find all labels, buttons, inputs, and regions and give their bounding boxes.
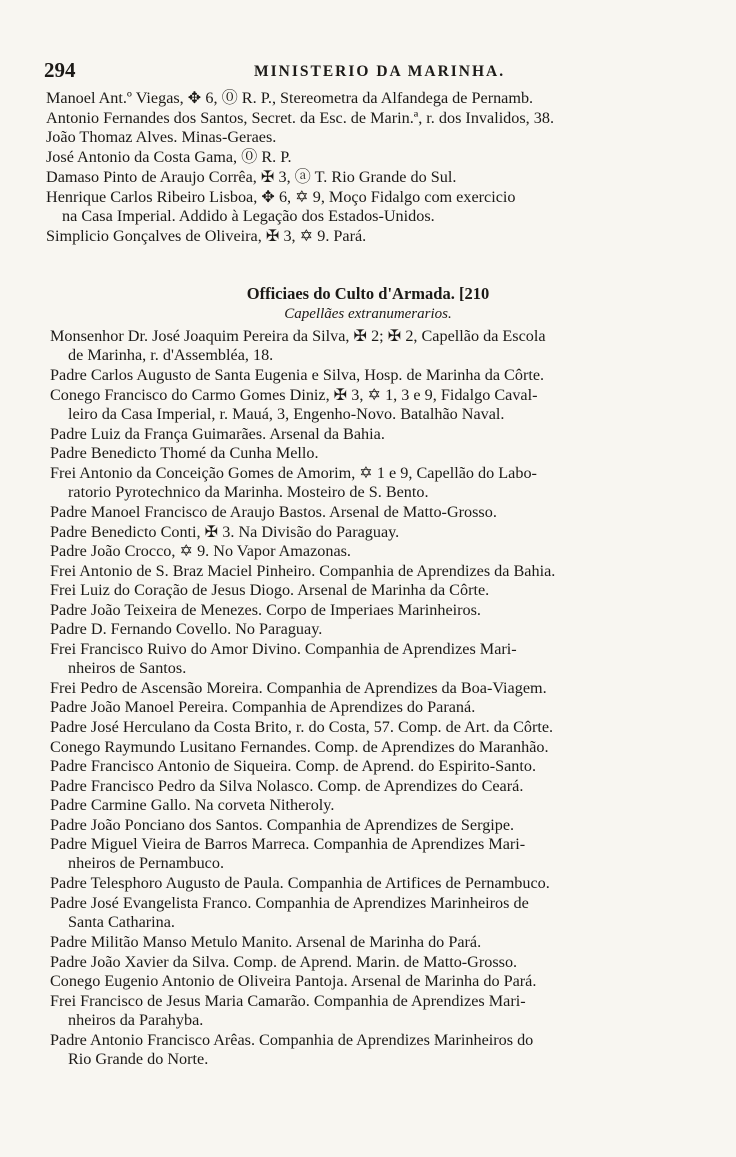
entry	[0, 796, 736, 815]
entry	[0, 835, 736, 873]
entry-continuation: nheiros de Santos.	[68, 658, 187, 677]
entry	[0, 128, 736, 147]
entry	[0, 816, 736, 835]
entry	[0, 992, 736, 1030]
entry-line: Padre Francisco Pedro da Silva Nolasco. Comp. de Aprendizes do Ceará.	[50, 776, 524, 795]
entry	[0, 188, 736, 226]
entry	[0, 972, 736, 991]
entry-continuation: de Marinha, r. d'Assembléa, 18.	[68, 346, 274, 364]
entry-line: Frei Luiz do Coração de Jesus Diogo. Arsenal de Marinha da Côrte.	[50, 581, 490, 600]
entry-line: Conego Raymundo Lusitano Fernandes. Comp. de Aprendizes do Maranhão.	[50, 737, 549, 756]
entry	[0, 894, 736, 932]
entry-continuation: Rio Grande do Norte.	[68, 1049, 209, 1068]
entry	[0, 386, 736, 424]
entry	[0, 503, 736, 522]
entry-line: Damaso Pinto de Araujo Corrêa, ✠ 3, ⓐ T. Rio Grande do Sul.	[46, 167, 457, 186]
entry-continuation: ratorio Pyrotechnico da Marinha. Mosteiro de S. Bento.	[68, 482, 429, 501]
entry-line: Padre José Evangelista Franco. Companhia de Aprendizes Marinheiros de	[50, 893, 529, 912]
entry-line: Conego Francisco do Carmo Gomes Diniz, ✠ 3, ✡ 1, 3 e 9, Fidalgo Caval-	[50, 385, 538, 404]
entry-continuation: nheiros da Parahyba.	[68, 1010, 204, 1029]
entry	[0, 874, 736, 893]
entry	[0, 581, 736, 600]
entry	[0, 718, 736, 737]
entry-line: Padre Francisco Antonio de Siqueira. Comp. de Aprend. do Espirito-Santo.	[50, 757, 537, 776]
entry-line: Henrique Carlos Ribeiro Lisboa, ✥ 6, ✡ 9, Moço Fidalgo com exercicio	[46, 187, 516, 206]
entry	[0, 679, 736, 698]
entry-line: Padre Manoel Francisco de Araujo Bastos. Arsenal de Matto-Grosso.	[50, 502, 497, 521]
page-header	[44, 58, 700, 84]
section-subheading: Capellães extranumerarios.	[284, 306, 452, 322]
entry	[0, 425, 736, 444]
entry-line: Padre José Herculano da Costa Brito, r. do Costa, 57. Comp. de Art. da Côrte.	[50, 718, 554, 736]
entry	[0, 698, 736, 717]
entry-line: Padre João Xavier da Silva. Comp. de Aprend. Marin. de Matto-Grosso.	[50, 952, 518, 971]
entry-line: Padre Miguel Vieira de Barros Marreca. Companhia de Aprendizes Mari-	[50, 835, 526, 854]
entry-continuation: leiro da Casa Imperial, r. Mauá, 3, Engenho-Novo. Batalhão Naval.	[68, 404, 505, 423]
entry	[0, 953, 736, 972]
entry	[0, 366, 736, 385]
entry-line: Padre João Crocco, ✡ 9. No Vapor Amazonas.	[50, 542, 351, 561]
entry-line: Frei Antonio da Conceição Gomes de Amorim, ✡ 1 e 9, Capellão do Labo-	[50, 463, 537, 482]
entry-line: Padre Militão Manso Metulo Manito. Arsenal de Marinha do Pará.	[50, 933, 482, 952]
entry-line: Padre Luiz da França Guimarães. Arsenal da Bahia.	[50, 424, 385, 443]
entry-line: Padre Antonio Francisco Arêas. Companhia de Aprendizes Marinheiros do	[50, 1030, 534, 1049]
entry-line: Frei Antonio de S. Braz Maciel Pinheiro. Companhia de Aprendizes da Bahia.	[50, 561, 556, 580]
entry-line: Conego Eugenio Antonio de Oliveira Pantoja. Arsenal de Marinha do Pará.	[50, 972, 537, 991]
entry	[0, 168, 736, 187]
entry-continuation: na Casa Imperial. Addido à Legação dos Estados-Unidos.	[62, 206, 435, 225]
entry-continuation: Santa Catharina.	[68, 912, 175, 931]
entry-line: Padre Carmine Gallo. Na corveta Nitheroly.	[50, 796, 335, 815]
entry	[0, 640, 736, 678]
entry-line: Padre Telesphoro Augusto de Paula. Companhia de Artifices de Pernambuco.	[50, 874, 550, 893]
section-heading: Officiaes do Culto d'Armada. [210	[246, 284, 490, 303]
entry-line: Padre João Ponciano dos Santos. Companhia de Aprendizes de Sergipe.	[50, 815, 515, 834]
entry-line: Frei Francisco Ruivo do Amor Divino. Companhia de Aprendizes Mari-	[50, 639, 517, 658]
entry	[0, 109, 736, 128]
entry	[0, 562, 736, 581]
entry-line: Padre Benedicto Thomé da Cunha Mello.	[50, 444, 319, 463]
entry	[0, 89, 736, 108]
entry-line: Monsenhor Dr. José Joaquim Pereira da Silva, ✠ 2; ✠ 2, Capellão da Escola	[50, 327, 546, 345]
entry	[0, 148, 736, 167]
entry	[0, 444, 736, 463]
entry	[0, 327, 736, 365]
entry	[0, 777, 736, 796]
entry	[0, 227, 736, 246]
entry	[0, 601, 736, 620]
entry-line: João Thomaz Alves. Minas-Geraes.	[46, 128, 277, 147]
entry-line: Padre Benedicto Conti, ✠ 3. Na Divisão do Paraguay.	[50, 522, 400, 541]
entry-line: José Antonio da Costa Gama, ⓪ R. P.	[46, 148, 292, 167]
running-title: MINISTERIO DA MARINHA.	[254, 63, 506, 80]
page-number: 294	[44, 58, 76, 82]
entry	[0, 757, 736, 776]
entry-continuation: nheiros de Pernambuco.	[68, 854, 224, 873]
entry-line: Padre João Manoel Pereira. Companhia de Aprendizes do Paraná.	[50, 698, 476, 717]
entry	[0, 1031, 736, 1069]
entry-line: Simplicio Gonçalves de Oliveira, ✠ 3, ✡ 9. Pará.	[46, 226, 367, 245]
entry-line: Antonio Fernandes dos Santos, Secret. da Esc. de Marin.ª, r. dos Invalidos, 38.	[46, 108, 555, 127]
entry-line: Frei Francisco de Jesus Maria Camarão. Companhia de Aprendizes Mari-	[50, 991, 526, 1010]
entry-line: Padre Carlos Augusto de Santa Eugenia e Silva, Hosp. de Marinha da Côrte.	[50, 366, 545, 385]
entry	[0, 464, 736, 502]
entry	[0, 933, 736, 952]
entry	[0, 620, 736, 639]
entry	[0, 542, 736, 561]
entry-line: Padre João Teixeira de Menezes. Corpo de Imperiaes Marinheiros.	[50, 600, 481, 619]
entry	[0, 523, 736, 542]
entry-line: Padre D. Fernando Covello. No Paraguay.	[50, 620, 323, 639]
entry-line: Manoel Ant.º Viegas, ✥ 6, ⓪ R. P., Stereometra da Alfandega de Pernamb.	[46, 89, 534, 107]
entry	[0, 738, 736, 757]
entry-line: Frei Pedro de Ascensão Moreira. Companhia de Aprendizes da Boa-Viagem.	[50, 678, 547, 697]
